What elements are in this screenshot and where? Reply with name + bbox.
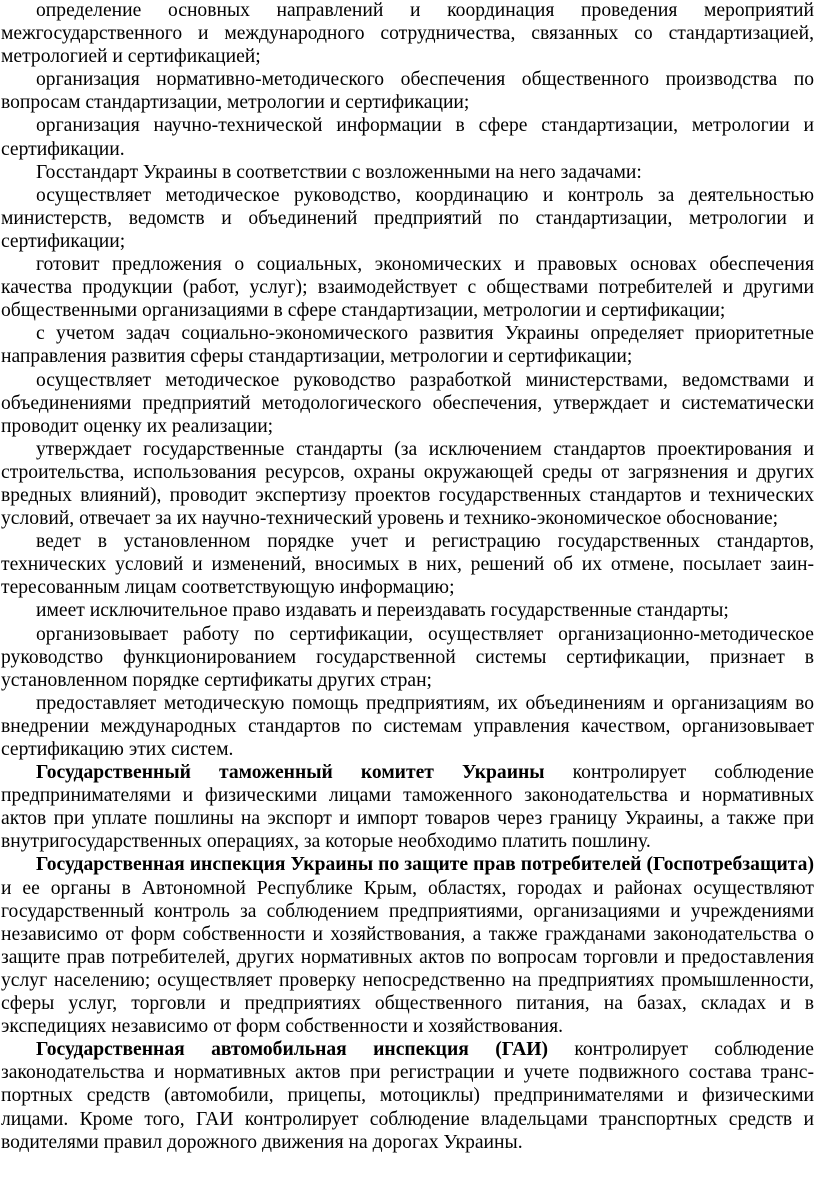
paragraph-text: готовит предложения о социальных, экономических и правовых основах обеспечения качества продукции (работ, услуг); взаимодействует с обществами потребителей и другими общественными организациями в сфере стандартизации, метрологии и сертификации;: [1, 254, 814, 322]
paragraph-text: организовывает работу по сертификации, осуществляет организационно-методическое руководство функционированием государственной системы сертификации, признает в установленном порядке сертификаты других стран;: [1, 623, 814, 691]
paragraph-1: [1, 0, 814, 68]
paragraph-text: организация нормативно-методического обеспечения общественного производства по вопросам стандартизации, метрологии и сертификации;: [1, 69, 814, 114]
paragraph-12: [1, 623, 814, 692]
paragraph-gai: [1, 1038, 814, 1153]
paragraph-text: утверждает государственные стандарты (за исключением стандартов проектирования и строительства, использования ресурсов, охраны окружающей среды от загрязнения и других вредных влияний), проводит экспертизу проектов государственных стандартов и технических условий, отвечает за их научно-технический уровень и технико-экономическое обоснование;: [1, 438, 814, 530]
paragraph-11: [1, 599, 814, 622]
paragraph-5: [1, 184, 814, 253]
paragraph-7: [1, 322, 814, 368]
paragraph-bold-term: Государственный таможенный комитет Украины: [36, 762, 545, 784]
paragraph-text: имеет исключительное право издавать и переиздавать государственные стандарты;: [36, 600, 729, 622]
paragraph-6: [1, 253, 814, 322]
paragraph-text: осуществляет методическое руководство, координацию и контроль за деятельностью министерств, ведомств и объединений предприятий по стандартизации, метрологии и сертификации;: [1, 184, 814, 252]
paragraph-customs: [1, 761, 814, 853]
paragraph-text: контролирует соблюдение законодательства и нормативных актов при регистрации и учете подвижного состава транспортных средств (автомобили, прицепы, мотоциклы) предпринимателями и физическими лицами. Кроме того, ГАИ контролирует соблюдение владельцами транспортных средств и водителями правил дорожного движения на дорогах Украины.: [1, 1039, 814, 1153]
paragraph-text: и ее органы в Автономной Республике Крым, областях, городах и районах осуществляют государственный контроль за соблюдением предприятиями, организациями и учреждениями независимо от форм собственности и хозяйствования, а также гражданами законодательства о защите прав потребителей, других нормативных актов по вопросам торговли и предоставления услуг населению; осуществляет проверку непосредственно на предприятиях промышленности, сферы услуг, торговли и предприятиях общественного питания, на базах, складах и в экспедициях независимо от форм собственности и хозяйствования.: [1, 877, 814, 1038]
paragraph-consumer-protection: [1, 853, 814, 1038]
paragraph-text: определение основных направлений и координация проведения мероприятий межгосударственного и международного сотрудничества, связанных со стандартизацией, метрологией и сертификацией;: [1, 0, 814, 68]
paragraph-text: контролирует соблюдение предпринимателями и физическими лицами таможенного законодательства и нормативных актов при уплате пошлины на экспорт и импорт товаров через границу Украины, а также при внутригосударственных операциях, за которые необходимо платить пошлину.: [1, 762, 814, 853]
paragraph-2: [1, 68, 814, 114]
paragraph-3: [1, 114, 814, 160]
paragraph-bold-term: Государственная автомобильная инспекция (ГАИ): [36, 1039, 548, 1061]
paragraph-text: осуществляет методическое руководство разработкой министерствами, ведомствами и объединениями предприятий методологического обеспечения, утверждает и систематически проводит оценку их реализации;: [1, 369, 814, 437]
paragraph-text: ведет в установленном порядке учет и регистрацию государственных стандартов, технических условий и изменений, вносимых в них, решений об их отмене, посылает заинтересованным лицам соответствующую информацию;: [1, 531, 814, 599]
paragraph-text: Госстандарт Украины в соответствии с возложенными на него задачами:: [36, 161, 642, 183]
paragraph-bold-term: Государственная инспекция Украины по защите прав потребителей (Госпотребзащита): [36, 854, 814, 876]
paragraph-text: предоставляет методическую помощь предприятиям, их объединениям и организациям во внедрении международных стандартов по системам управления качеством, организовывает сертификацию этих систем.: [1, 692, 814, 760]
paragraph-10: [1, 530, 814, 599]
paragraph-text: с учетом задач социально-экономического развития Украины определяет приоритетные направления развития сферы стандартизации, метрологии и сертификации;: [1, 323, 814, 368]
paragraph-text: организация научно-технической информации в сфере стандартизации, метрологии и сертификации.: [1, 115, 814, 160]
paragraph-8: [1, 369, 814, 438]
paragraph-4: [1, 161, 814, 184]
paragraph-9: [1, 438, 814, 530]
paragraph-13: [1, 692, 814, 761]
